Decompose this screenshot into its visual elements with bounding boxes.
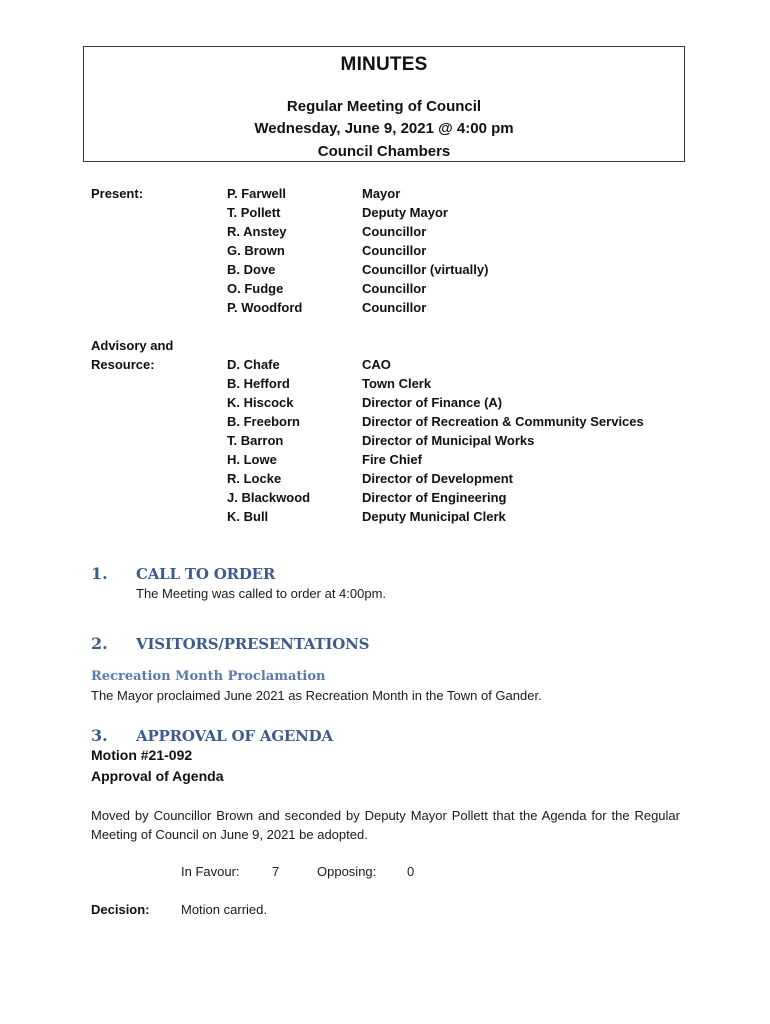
- vote-opposing-count: 0: [407, 864, 415, 879]
- present-title: Councillor: [362, 300, 427, 315]
- section-2-text: The Mayor proclaimed June 2021 as Recreation Month in the Town of Gander.: [91, 688, 542, 703]
- motion-title: Approval of Agenda: [91, 768, 224, 784]
- advisory-name: D. Chafe: [227, 357, 280, 372]
- present-label: Present:: [91, 186, 144, 201]
- motion-number: Motion #21-092: [91, 747, 193, 763]
- advisory-title: Town Clerk: [362, 376, 432, 391]
- decision-text: Motion carried.: [181, 902, 267, 917]
- vote-favour-label: In Favour:: [181, 864, 240, 879]
- minutes-header-box: [83, 46, 685, 162]
- present-name: P. Woodford: [227, 300, 303, 315]
- present-title: Councillor (virtually): [362, 262, 489, 277]
- advisory-label-line2: Resource:: [91, 357, 155, 372]
- motion-text: Moved by Councillor Brown and seconded by Deputy Mayor Pollett that the Agenda for the Regular Meeting of Council on June 9, 2021 be adopted.: [91, 808, 680, 842]
- meeting-location: Council Chambers: [317, 143, 451, 160]
- advisory-name: J. Blackwood: [227, 490, 311, 505]
- meeting-date: Wednesday, June 9, 2021 @ 4:00 pm: [254, 120, 514, 137]
- present-name: O. Fudge: [227, 281, 284, 296]
- present-name: G. Brown: [227, 243, 285, 258]
- advisory-title: Director of Development: [362, 471, 513, 486]
- advisory-title: Director of Engineering: [362, 490, 507, 505]
- advisory-title: Fire Chief: [362, 452, 422, 467]
- section-3-heading: APPROVAL OF AGENDA: [136, 727, 333, 745]
- advisory-title: CAO: [362, 357, 391, 372]
- advisory-label-line1: Advisory and: [91, 338, 174, 353]
- advisory-name: H. Lowe: [227, 452, 277, 467]
- section-1-heading: CALL TO ORDER: [136, 565, 276, 583]
- advisory-name: K. Bull: [227, 509, 269, 524]
- decision-label: Decision:: [91, 902, 150, 917]
- advisory-title: Director of Recreation & Community Services: [362, 414, 644, 429]
- section-1-number: 1.: [91, 564, 108, 583]
- present-title: Deputy Mayor: [362, 205, 448, 220]
- advisory-name: R. Locke: [227, 471, 282, 486]
- vote-favour-count: 7: [272, 864, 280, 879]
- present-name: B. Dove: [227, 262, 276, 277]
- vote-opposing-label: Opposing:: [317, 864, 377, 879]
- advisory-title: Director of Finance (A): [362, 395, 503, 410]
- section-2-subheading: Recreation Month Proclamation: [91, 669, 326, 684]
- advisory-name: K. Hiscock: [227, 395, 294, 410]
- present-name: T. Pollett: [227, 205, 281, 220]
- section-2-number: 2.: [91, 634, 108, 653]
- present-title: Councillor: [362, 281, 427, 296]
- present-title: Councillor: [362, 243, 427, 258]
- advisory-title: Director of Municipal Works: [362, 433, 535, 448]
- present-name: R. Anstey: [227, 224, 287, 239]
- advisory-title: Deputy Municipal Clerk: [362, 509, 506, 524]
- present-name: P. Farwell: [227, 186, 287, 201]
- section-1-text: The Meeting was called to order at 4:00pm.: [136, 586, 387, 601]
- section-3-number: 3.: [91, 726, 108, 745]
- document-title: MINUTES: [340, 54, 428, 75]
- advisory-name: T. Barron: [227, 433, 284, 448]
- advisory-name: B. Hefford: [227, 376, 290, 391]
- meeting-type: Regular Meeting of Council: [286, 98, 482, 115]
- advisory-name: B. Freeborn: [227, 414, 300, 429]
- present-title: Mayor: [362, 186, 401, 201]
- present-title: Councillor: [362, 224, 427, 239]
- section-2-heading: VISITORS/PRESENTATIONS: [136, 635, 370, 653]
